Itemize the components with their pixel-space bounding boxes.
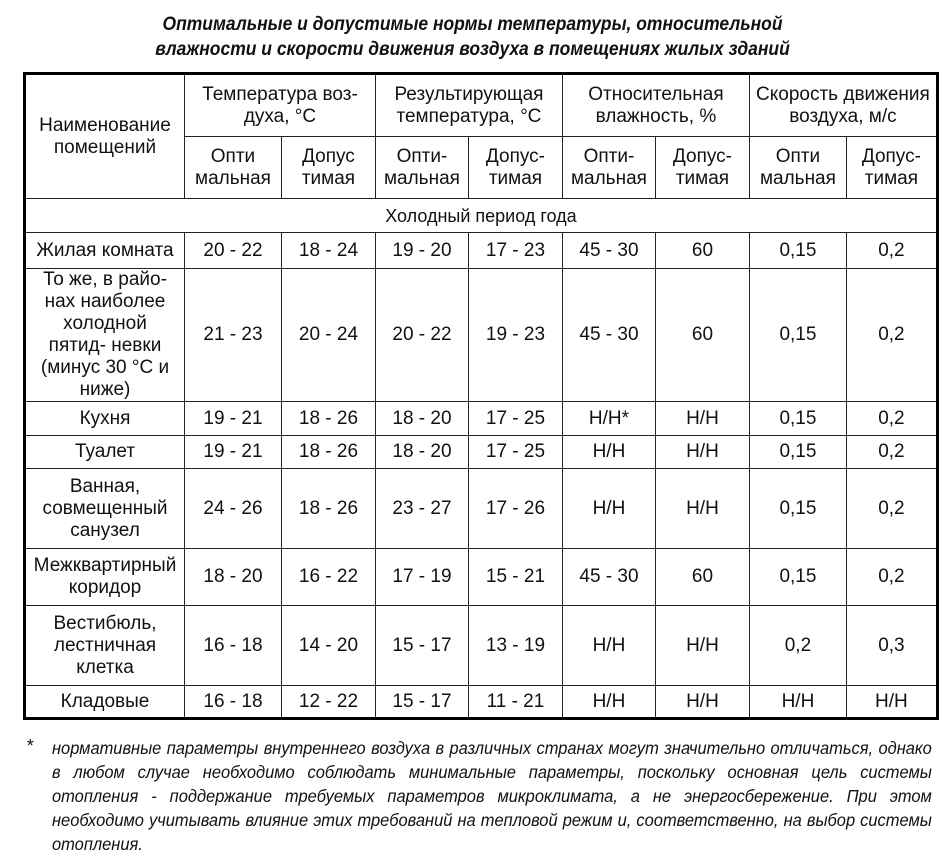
- header-air-temperature: Температура воз- духа, °C: [185, 74, 376, 137]
- cell: 0,15: [749, 233, 846, 269]
- cell: 16 - 18: [185, 686, 282, 719]
- norms-table: [23, 72, 939, 720]
- cell: 0,2: [846, 269, 937, 402]
- cell: Н/Н: [562, 436, 655, 469]
- subheader-optimal: Опти- мальная: [562, 137, 655, 199]
- cell: 0,2: [749, 606, 846, 686]
- cell: 18 - 26: [281, 402, 375, 436]
- cell: 21 - 23: [185, 269, 282, 402]
- header-resulting-temperature: Результирующая температура, °C: [375, 74, 562, 137]
- cell: Н/Н: [562, 469, 655, 549]
- subheader-optimal: Опти мальная: [749, 137, 846, 199]
- cell: 20 - 22: [185, 233, 282, 269]
- room-name: Кухня: [25, 402, 185, 436]
- subheader-optimal: Опти- мальная: [375, 137, 468, 199]
- table-row: [25, 436, 938, 469]
- room-name: Вестибюль, лестничная клетка: [25, 606, 185, 686]
- subheader-permissible: Допус тимая: [281, 137, 375, 199]
- cell: 23 - 27: [375, 469, 468, 549]
- cell: 18 - 20: [375, 402, 468, 436]
- cell: Н/Н: [655, 436, 749, 469]
- cell: 20 - 24: [281, 269, 375, 402]
- cell: 45 - 30: [562, 549, 655, 606]
- cell: 15 - 21: [468, 549, 562, 606]
- period-row: Холодный период года: [25, 199, 938, 233]
- cell: Н/Н: [749, 686, 846, 719]
- footnote-marker: *: [26, 736, 34, 756]
- cell: 0,15: [749, 549, 846, 606]
- cell: 0,2: [846, 233, 937, 269]
- table-row: [25, 606, 938, 686]
- title-line-2: влажности и скорости движения воздуха в помещениях жилых зданий: [155, 39, 790, 60]
- header-air-speed: Скорость движения воздуха, м/с: [749, 74, 937, 137]
- subheader-optimal: Опти мальная: [185, 137, 282, 199]
- room-name: Туалет: [25, 436, 185, 469]
- cell: 60: [655, 269, 749, 402]
- cell: 24 - 26: [185, 469, 282, 549]
- cell: 60: [655, 233, 749, 269]
- table-row: [25, 549, 938, 606]
- cell: 45 - 30: [562, 233, 655, 269]
- cell: 19 - 23: [468, 269, 562, 402]
- cell: 0,2: [846, 402, 937, 436]
- cell: 15 - 17: [375, 606, 468, 686]
- table-row: [25, 469, 938, 549]
- title-line-1: Оптимальные и допустимые нормы температуры, относительной: [162, 14, 783, 35]
- table-row: [25, 402, 938, 436]
- cell: 0,15: [749, 402, 846, 436]
- cell: Н/Н: [655, 606, 749, 686]
- room-name: То же, в райо- нах наиболее холодной пятид- невки (минус 30 °C и ниже): [25, 269, 185, 402]
- room-name: Межквартирный коридор: [25, 549, 185, 606]
- cell: 13 - 19: [468, 606, 562, 686]
- cell: Н/Н*: [562, 402, 655, 436]
- cell: 60: [655, 549, 749, 606]
- table-row: [25, 686, 938, 719]
- header-room-name: Наименование помещений: [25, 74, 185, 199]
- cell: Н/Н: [655, 402, 749, 436]
- cell: Н/Н: [846, 686, 937, 719]
- cell: 0,2: [846, 436, 937, 469]
- cell: 17 - 25: [468, 436, 562, 469]
- cell: 0,2: [846, 549, 937, 606]
- cell: Н/Н: [562, 686, 655, 719]
- cell: 0,15: [749, 269, 846, 402]
- cell: 19 - 20: [375, 233, 468, 269]
- cell: 18 - 26: [281, 436, 375, 469]
- cell: 18 - 24: [281, 233, 375, 269]
- cell: 20 - 22: [375, 269, 468, 402]
- page-title: [38, 12, 907, 62]
- cell: 15 - 17: [375, 686, 468, 719]
- cell: 12 - 22: [281, 686, 375, 719]
- cell: 17 - 23: [468, 233, 562, 269]
- cell: 17 - 25: [468, 402, 562, 436]
- cell: 17 - 19: [375, 549, 468, 606]
- subheader-permissible: Допус- тимая: [468, 137, 562, 199]
- header-relative-humidity: Относительная влажность, %: [562, 74, 749, 137]
- cell: 0,3: [846, 606, 937, 686]
- subheader-permissible: Допус- тимая: [655, 137, 749, 199]
- cell: Н/Н: [562, 606, 655, 686]
- cell: 19 - 21: [185, 436, 282, 469]
- subheader-permissible: Допус- тимая: [846, 137, 937, 199]
- footnote-text: нормативные параметры внутреннего воздуха в различных странах могут значительно отличаться, однако в любом случае необходимо соблюдать минимальные параметры, поскольку основная цель системы отопления - поддержание требуемых параметров микроклимата, а не энергосбережение. При этом необходимо учитывать влияние этих требований на тепловой режим и, соответственно, на выбор системы отопления.: [52, 738, 932, 854]
- cell: 16 - 18: [185, 606, 282, 686]
- cell: 19 - 21: [185, 402, 282, 436]
- cell: 18 - 20: [375, 436, 468, 469]
- cell: 17 - 26: [468, 469, 562, 549]
- room-name: Жилая комната: [25, 233, 185, 269]
- cell: 0,15: [749, 469, 846, 549]
- cell: 0,2: [846, 469, 937, 549]
- cell: 14 - 20: [281, 606, 375, 686]
- table-row: [25, 233, 938, 269]
- cell: 16 - 22: [281, 549, 375, 606]
- cell: 18 - 26: [281, 469, 375, 549]
- room-name: Ванная, совмещенный санузел: [25, 469, 185, 549]
- cell: Н/Н: [655, 686, 749, 719]
- cell: 18 - 20: [185, 549, 282, 606]
- cell: Н/Н: [655, 469, 749, 549]
- cell: 0,15: [749, 436, 846, 469]
- cell: 45 - 30: [562, 269, 655, 402]
- cell: 11 - 21: [468, 686, 562, 719]
- room-name: Кладовые: [25, 686, 185, 719]
- table-row: [25, 269, 938, 402]
